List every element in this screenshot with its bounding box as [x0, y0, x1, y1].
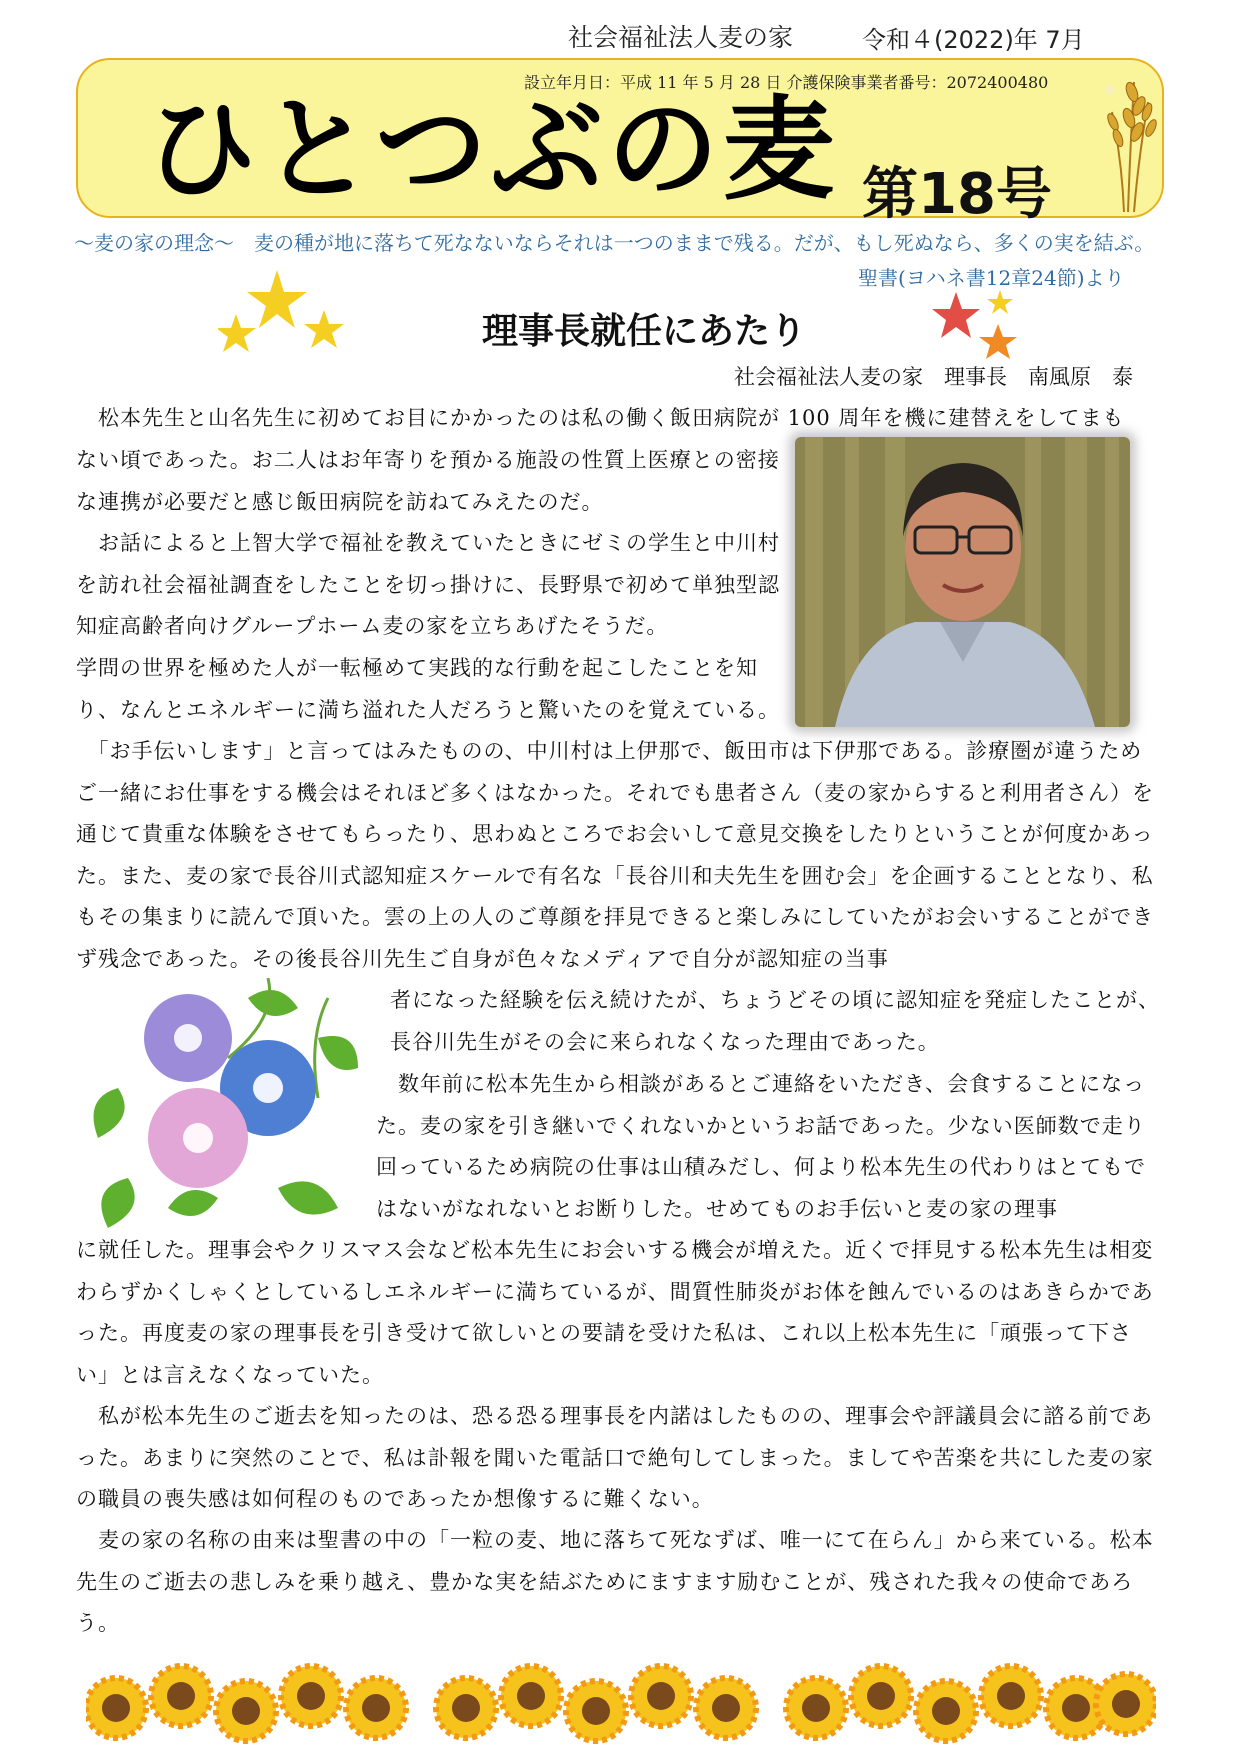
establishment-info: 設立年月日：平成 11 年 5 月 28 日 介護保険事業者番号：2072400480: [524, 73, 1049, 92]
paragraph: 「お手伝いします」と言ってはみたものの、中川村は上伊那で、飯田市は下伊那である。診療圏が違うためご一緒にお仕事をする機会はそれほど多くはなかった。それでも患者さん（麦の家からすると利用者さん）を通じて貴重な体験をさせてもらったり、思わぬところでお会いして意見交換をしたりということが何度かあった。また、麦の家で長谷川式認知症スケールで有名な「長谷川和夫先生を囲む会」を企画することとなり、私もその集まりに読んで頂いた。雲の上の人のご尊顔を拝見できると楽しみにしていたがお会いすることができず残念であった。その後長谷川先生ご自身が色々なメディアで自分が認知症の当事: [76, 739, 1154, 971]
paragraph: 数年前に松本先生から相談があるとご連絡をいただき、会食することになった。麦の家を引き継いでくれないかというお話であった。少ない医師数で走り回っているため病院の仕事は山積みだし、何より松本先生の代わりはとてもではないがなれないとお断りした。せめてものお手伝いと麦の家の理事: [376, 1072, 1146, 1221]
paragraph: 私が松本先生のご逝去を知ったのは、恐る恐る理事長を内諾はしたものの、理事会や評議員会に諮る前であった。あまりに突然のことで、私は訃報を聞いた電話口で絶句してしまった。ましてや苦楽を共にした麦の家の職員の喪失感は如何程のものであったか想像するに難くない。: [76, 1404, 1154, 1511]
motto: ～麦の家の理念～ 麦の種が地に落ちて死なないならそれは一つのままで残る。だが、もし死ぬなら、多くの実を結ぶ。: [74, 231, 1155, 255]
newsletter-title: ひとつぶの麦: [145, 85, 839, 215]
stars-icon: [218, 268, 348, 366]
paragraph: に就任した。理事会やクリスマス会など松本先生にお会いする機会が増えた。近くで拝見する松本先生は相変わらずかくしゃくとしているしエネルギーに満ちているが、間質性肺炎がお体を蝕んでいるのはあきらかであった。再度麦の家の理事長を引き受けて欲しいとの要請を受けた私は、これ以上松本先生に「頑張って下さい」とは言えなくなっていた。: [76, 1238, 1154, 1387]
article-author: 社会福祉法人麦の家 理事長 南風原 泰: [734, 365, 1133, 389]
portrait-photo: [795, 437, 1130, 727]
sunflower-border: [86, 1656, 1156, 1746]
article-title: 理事長就任にあたり: [482, 311, 807, 352]
wheat-icon: [1098, 62, 1160, 212]
paragraph: お話によると上智大学で福祉を教えていたときにゼミの学生と中川村を訪れ社会福祉調査をしたことを切っ掛けに、長野県で初めて単独型認知症高齢者向けグループホーム麦の家を立ちあげたそうだ。: [76, 531, 780, 638]
paragraph: 松本先生と山名先生に初めてお目にかかったのは私の働く飯田病院が 100 周年を機に建替えをしてまも: [76, 406, 1125, 430]
paragraph: 学問の世界を極めた人が一転極めて実践的な行動を起こしたことを知り、なんとエネルギーに満ち溢れた人だろうと驚いたのを覚えている。: [76, 656, 780, 722]
paragraph: 者になった経験を伝え続けたが、ちょうどその頃に認知症を発症したことが、長谷川先生がその会に来られなくなった理由であった。: [390, 988, 1160, 1054]
paragraph: ない頃であった。お二人はお年寄りを預かる施設の性質上医療との密接な連携が必要だと感じ飯田病院を訪ねてみえたのだ。: [76, 448, 780, 514]
stars-icon: [924, 290, 1026, 362]
header-date: 令和４(2022)年 7月: [862, 26, 1085, 54]
issue-number: 第18号: [862, 162, 1052, 227]
header-org: 社会福祉法人麦の家: [568, 23, 794, 52]
morning-glory-illustration: [78, 978, 378, 1236]
motto-source: 聖書(ヨハネ書12章24節)より: [858, 266, 1125, 290]
paragraph: 麦の家の名称の由来は聖書の中の「一粒の麦、地に落ちて死なずば、唯一にて在らん」から来ている。松本先生のご逝去の悲しみを乗り越え、豊かな実を結ぶためにますます励むことが、残された我々の使命であろう。: [76, 1528, 1154, 1635]
